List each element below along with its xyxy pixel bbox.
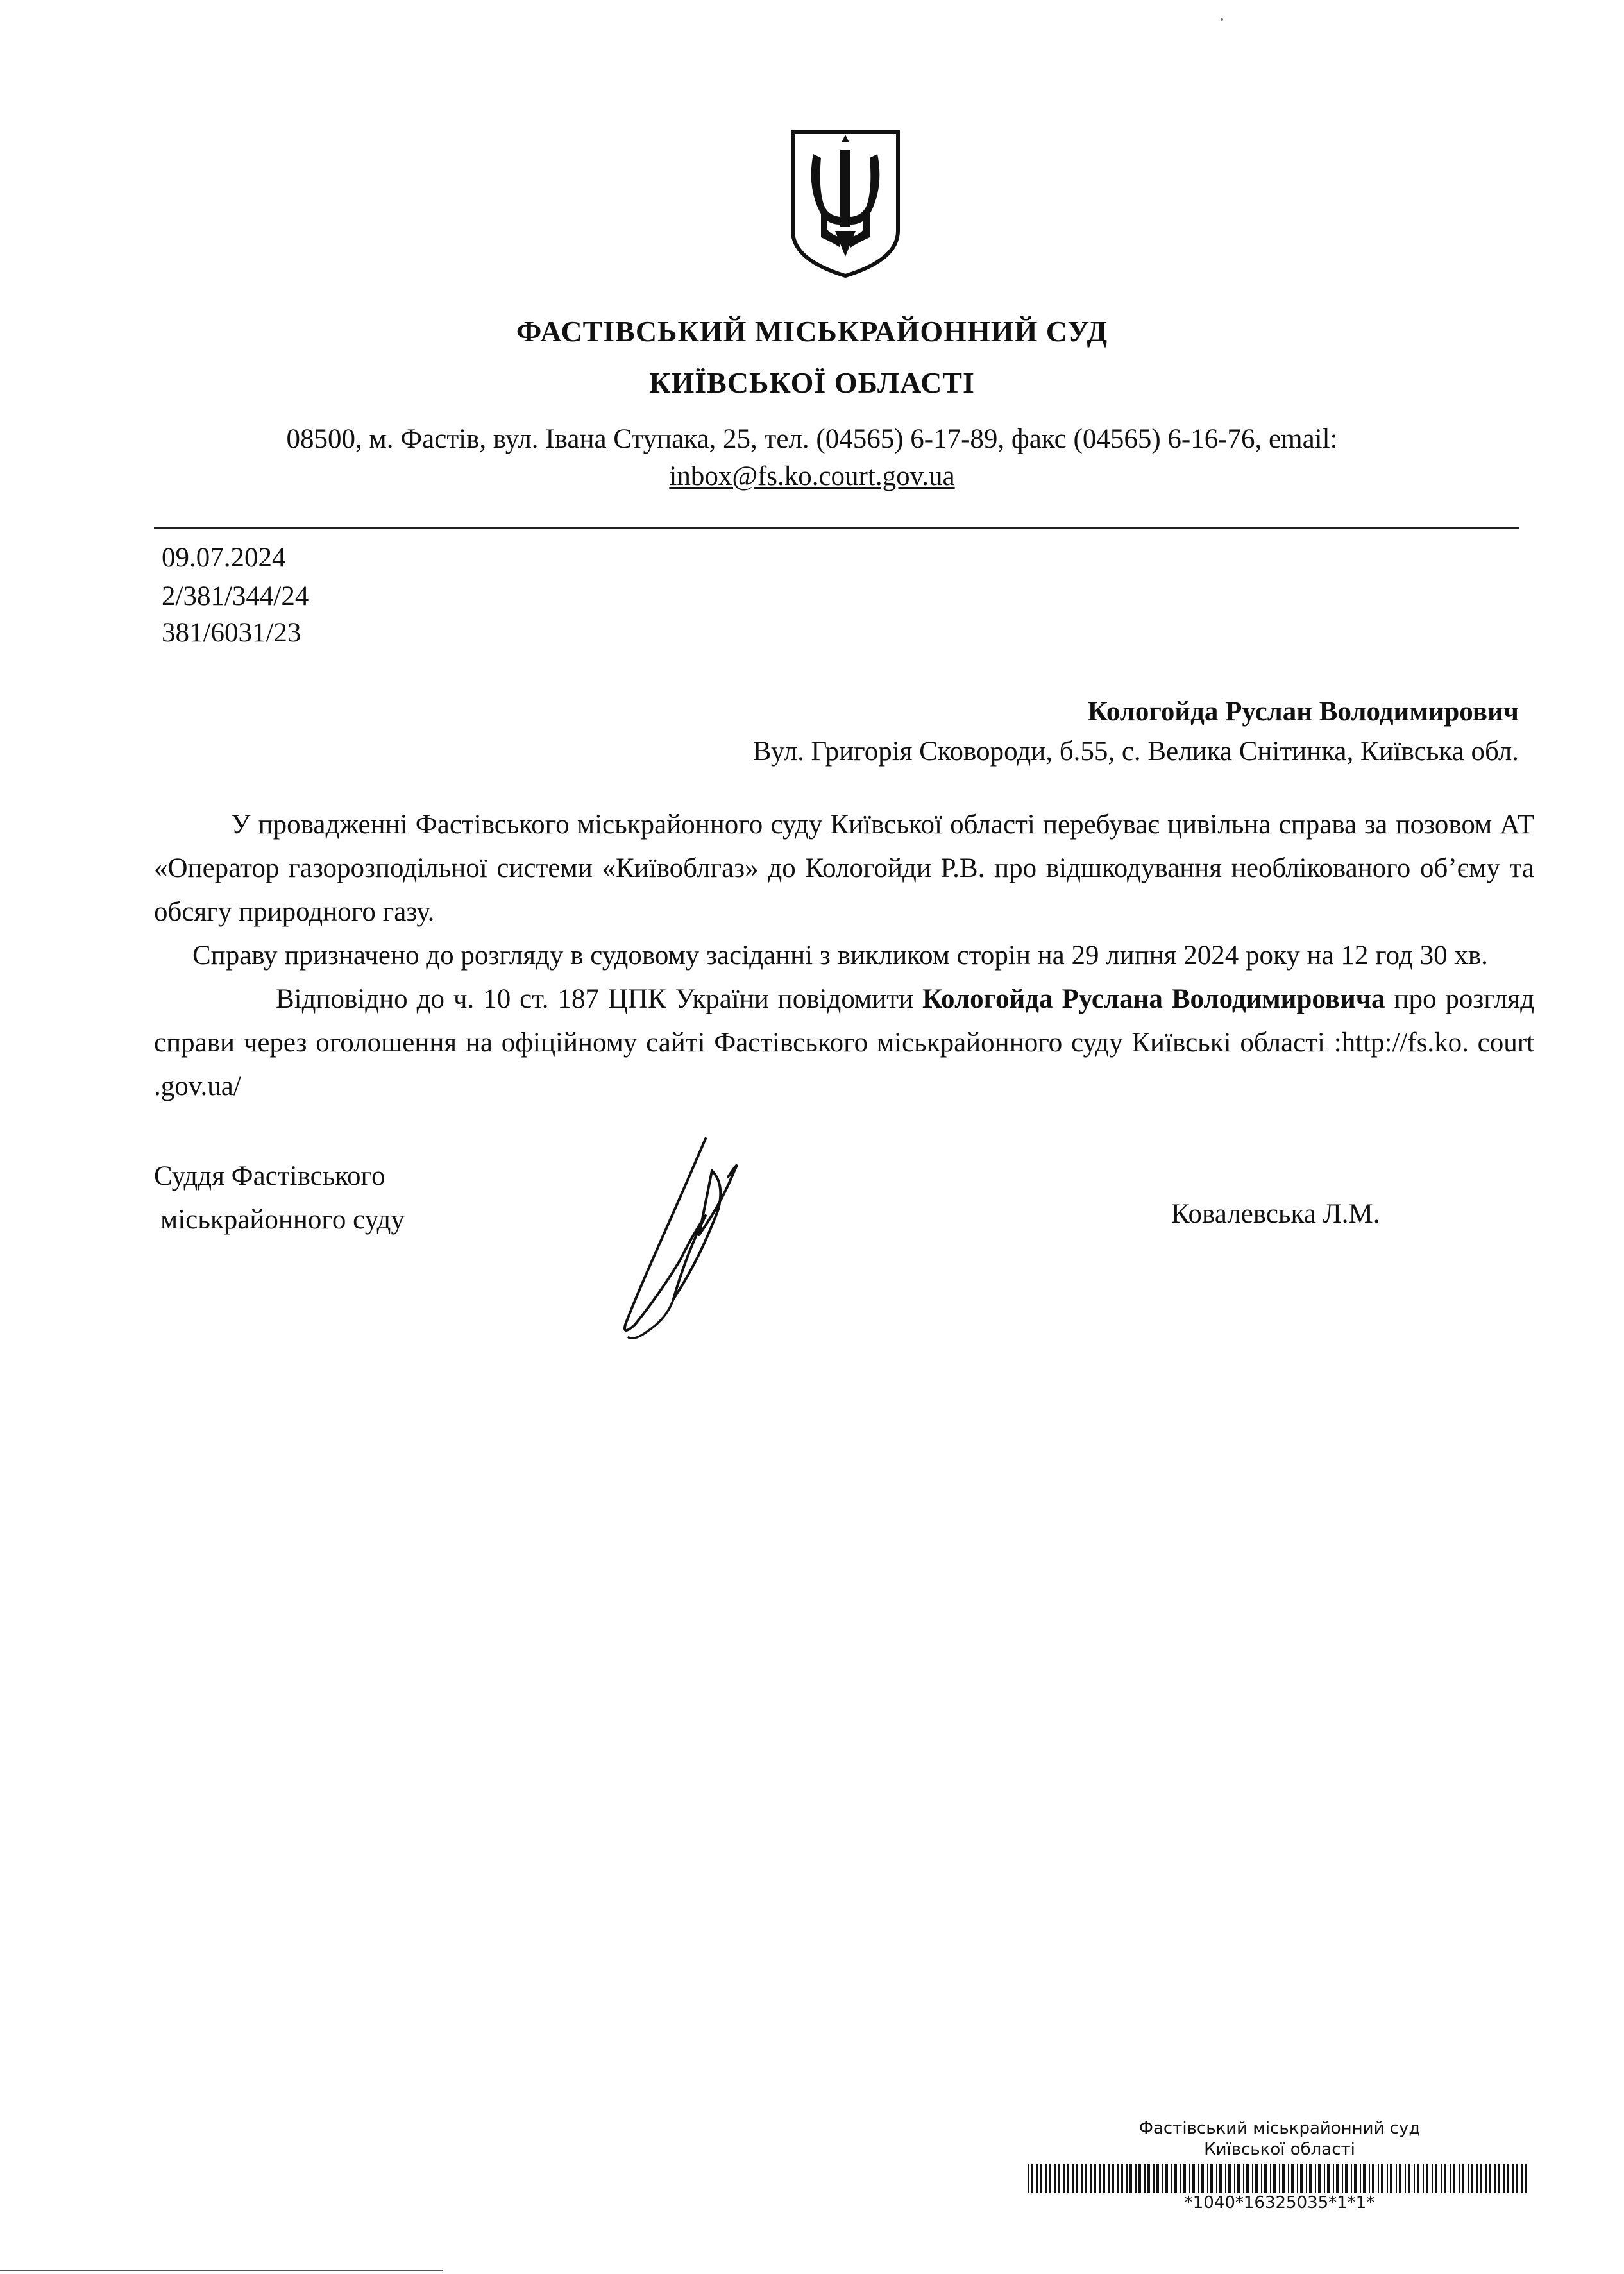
recipient-address: Вул. Григорія Сковороди, б.55, с. Велика Снітинка, Київська обл. [752, 736, 1519, 767]
letter-body [154, 803, 1534, 1108]
notified-person: Кологойда Руслана Володимировича [922, 984, 1385, 1014]
handwritten-signature [609, 1132, 776, 1344]
case-number: 381/6031/23 [162, 618, 301, 648]
paragraph-case-info: У провадженні Фастівського міськрайонного суду Київської області перебуває цивільна справа за позовом АТ «Оператор газорозподільної системи «Київоблгаз» до Кологойди Р.В. про відшкодування необлікованого об’єму та обсягу природного газу. [154, 810, 1534, 927]
footer-rule [0, 2270, 443, 2271]
judge-title [154, 1155, 405, 1242]
outgoing-number: 2/381/344/24 [162, 581, 309, 611]
paragraph-notification [154, 978, 1534, 1108]
header-divider [154, 527, 1519, 529]
notification-start: Відповідно до ч. 10 ст. 187 ЦПК України повідомити [276, 984, 922, 1014]
recipient-name: Кологойда Руслан Володимирович [1087, 697, 1519, 727]
court-address: 08500, м. Фастів, вул. Івана Ступака, 25, тел. (04565) 6-17-89, факс (04565) 6-16-76, email: [286, 424, 1338, 454]
document-date: 09.07.2024 [162, 543, 286, 573]
coat-of-arms-icon [788, 128, 903, 280]
judge-title-line1: Суддя Фастівського [154, 1161, 385, 1191]
barcode [1026, 2164, 1533, 2193]
court-name: ФАСТІВСЬКИЙ МІСЬКРАЙОННИЙ СУД [516, 315, 1108, 348]
email-link[interactable]: inbox@fs.ko.court.gov.ua [669, 461, 955, 491]
judge-name: Ковалевська Л.М. [1171, 1199, 1380, 1229]
court-region: КИЇВСЬКОЇ ОБЛАСТІ [649, 366, 975, 399]
scan-speck [1221, 18, 1223, 21]
paragraph-hearing-date: Справу призначено до розгляду в судовому засіданні з викликом сторін на 29 липня 2024 року на 12 год 30 хв. [192, 940, 1488, 971]
email-line [0, 461, 1624, 492]
stamp-region: Київської області [1204, 2140, 1355, 2159]
judge-title-line2: міськрайонного суду [160, 1205, 405, 1235]
stamp-court-name: Фастівський міськрайонний суд [1138, 2119, 1421, 2138]
barcode-number: *1040*16325035*1*1* [1184, 2193, 1375, 2212]
registration-stamp [1026, 2118, 1533, 2214]
notification-end: про розгляд справи через оголошення на офіційному сайті Фастівського міськрайонного суду Київські області :http://fs.ko. court .gov.ua/ [154, 984, 1534, 1101]
